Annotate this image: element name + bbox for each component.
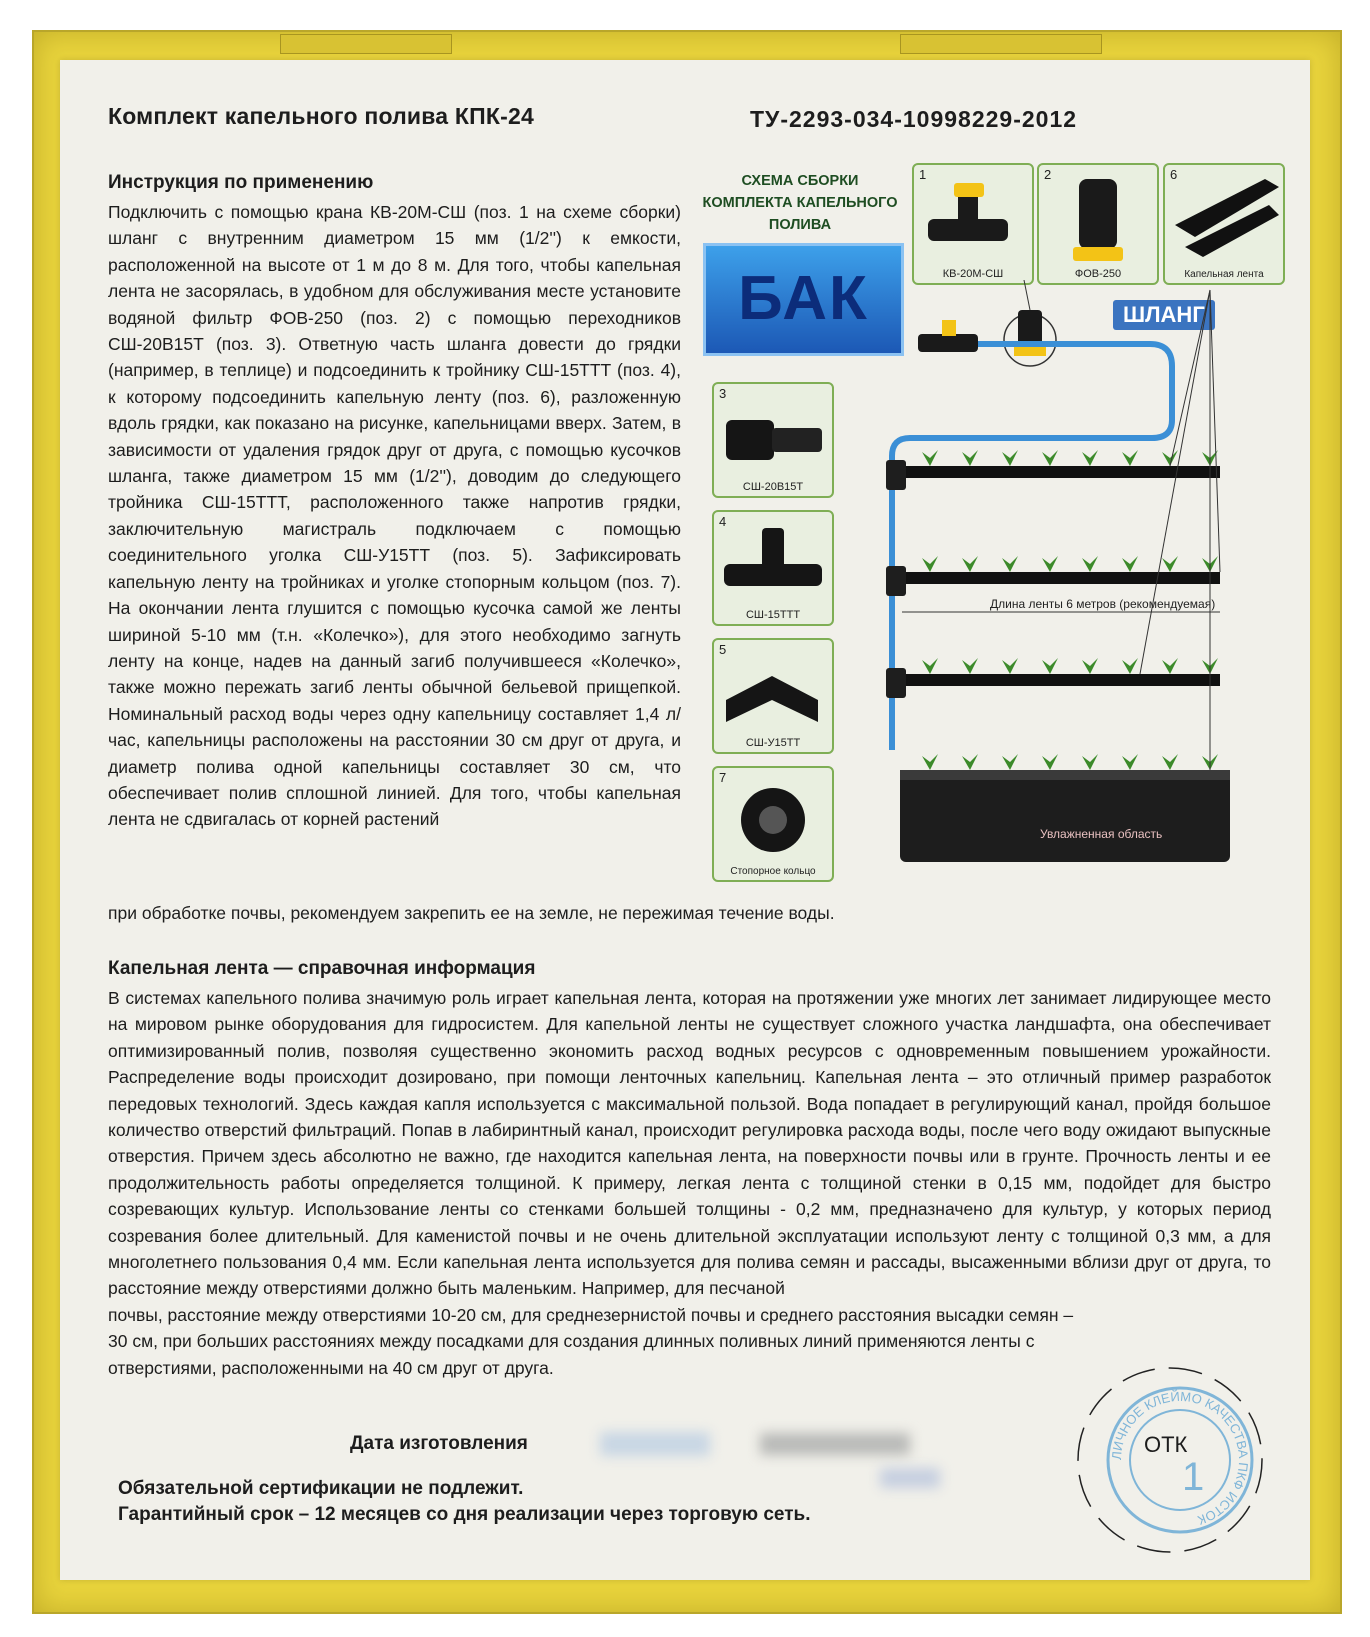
part-number: 4 <box>719 514 727 529</box>
box-flap <box>900 34 1102 54</box>
box-flap <box>280 34 452 54</box>
part-3 <box>712 382 834 498</box>
reference-body: В системах капельного полива значимую роль играет капельная лента, которая на протяжении уже многих лет занимает лидирующее место на мировом рынке оборудования для гидросистем. Для капельной ленты не существует сложного участка ландшафта, она обеспечивает оптимизированный полив, позволяя существенно экономить расход водных ресурсов с одновременным повышением урожайности. Распределение воды происходит дозировано, при помощи ленточных капельниц. Капельная лента – это отличный пример разработок передовых технологий. Здесь каждая капля используется с максимальной пользой. Вода попадает в регулирующий канал, пройдя большое количество отверстий фильтраций. Попав в лабиринтный канал, происходит регулировка расхода воды, после чего воду ожидают выпускные отверстия. Причем здесь абсолютно не важно, где находится капельная лента, на поверхности почвы или в грунте. Прочность ленты и ее продолжительность работы определяется толщиной. К примеру, легкая лента с толщиной стенки в 0,15 мм, подойдет для быстро созревающих культур. Использование ленты со стенками большей толщины - 0,2 мм, предназначено для культур, у которых период созревания более длительный. Для каменистой почвы и не очень длительной эксплуатации используют ленту с толщиной 0,3 мм, а для многолетнего пользования 0,4 мм. Если капельная лента используется для полива семян и рассады, высаженными вблизи друг от друга, то расстояние между отверстиями должно быть маленьким. Например, для песчаной <box>108 988 1271 1299</box>
elbow-icon <box>714 640 832 752</box>
part-label: ФОВ-250 <box>1074 268 1122 280</box>
valve-icon <box>914 165 1032 283</box>
part-number: 1 <box>919 167 927 182</box>
tape-length-label: Длина ленты 6 метров (рекомендуемая) <box>990 597 1216 611</box>
part-label: КВ-20М-СШ <box>942 268 1004 280</box>
instructions-body: Подключить с помощью крана КВ-20М-СШ (поз. 1 на схеме сборки) шланг с внутренним диаметром 15 мм (1/2'') к емкости, расположенной на высоте от 1 м до 8 м. Для того, чтобы капельная лента не засорялась, в удобном для обслуживания месте установите водяной фильтр ФОВ-250 (поз. 2) с помощью переходников СШ-20В15Т (поз. 3). Ответную часть шланга довести до грядки (например, в теплице) и подсоединить к тройнику СШ-15ТТТ (поз. 4), к которому подсоединить капельную ленту (поз. 6), разложенную вдоль грядки, как показано на рисунке, капельницами вверх. Затем, в зависимости от удаления грядок друг от друга, с помощью кусочков шланга, также диаметром 15 мм (1/2''), доводим до следующего тройника СШ-15ТТТ, расположенного также напротив грядки, заключительную магистраль подключаем с помощью соединительного уголка СШ-У15ТТ (поз. 5). Зафиксировать капельную ленту на тройниках и уголке стопорным кольцом (поз. 7). На окончании лента глушится с помощью кусочка самой же ленты шириной 5-10 мм (т.н. «Колечко»), для этого необходимо загнуть ленту на конце, надев на данный загиб получившееся «Колечко», также можно пережать загиб ленты обычной бельевой прищепкой. Номинальный расход воды через одну капельницу составляет 1,4 л/час, капельницы расположены на расстоянии 30 см друг от друга, и диаметр полива одной капельницы составляет 30 см, что обеспечивает полив сплошной линией. Для того, чтобы капельная лента не сдвигалась от корней растений <box>108 202 681 830</box>
wet-area-label: Увлажненная область <box>1040 827 1163 841</box>
tee-icon <box>714 512 832 624</box>
spec-number: ТУ-2293-034-10998229-2012 <box>750 106 1078 132</box>
part-label: СШ-15ТТТ <box>745 609 801 621</box>
part-number: 2 <box>1044 167 1052 182</box>
part-label: Капельная лента <box>1184 269 1264 280</box>
part-label: СШ-У15ТТ <box>745 737 801 749</box>
filter-icon <box>1039 165 1157 283</box>
qc-stamp <box>1060 1360 1280 1560</box>
certification-note: Обязательной сертификации не подлежит. <box>118 1478 524 1499</box>
drip-tape-icon <box>1165 165 1283 283</box>
part-7 <box>712 766 834 882</box>
part-number: 5 <box>719 642 727 657</box>
stamp-ring-text: ЛИЧНОЕ КЛЕЙМО КАЧЕСТВА ПКФ ИСТОК <box>1108 1388 1252 1528</box>
reference-heading: Капельная лента — справочная информация <box>108 958 536 979</box>
stamp-text: ОТК <box>1144 1432 1188 1457</box>
warranty-note: Гарантийный срок – 12 месяцев со дня реализации через торговую сеть. <box>118 1504 811 1525</box>
part-2 <box>1037 163 1159 285</box>
scheme-title: СХЕМА СБОРКИ КОМПЛЕКТА КАПЕЛЬНОГО ПОЛИВА <box>702 173 898 233</box>
instructions-body-tail: при обработке почвы, рекомендуем закрепить ее на земле, не пережимая течение воды. <box>108 903 835 923</box>
irrigation-diagram <box>880 280 1300 880</box>
redacted-date <box>600 1432 710 1456</box>
part-label: Стопорное кольцо <box>730 866 816 877</box>
part-number: 6 <box>1170 167 1178 182</box>
part-number: 3 <box>719 386 727 401</box>
part-4 <box>712 510 834 626</box>
adapter-icon <box>714 384 832 496</box>
part-5 <box>712 638 834 754</box>
instructions-heading: Инструкция по применению <box>108 172 374 193</box>
part-label: СШ-20В15Т <box>742 481 804 493</box>
redacted-mark <box>880 1468 940 1488</box>
ring-icon <box>714 768 832 880</box>
product-title: Комплект капельного полива КПК-24 <box>108 103 534 129</box>
part-1 <box>912 163 1034 285</box>
part-number: 7 <box>719 770 727 785</box>
part-6 <box>1163 163 1285 285</box>
redacted-batch <box>760 1433 910 1455</box>
manufacture-date-label: Дата изготовления <box>350 1433 528 1454</box>
hose-label: ШЛАНГ <box>1113 300 1215 330</box>
tank-label: БАК <box>703 243 904 356</box>
stamp-number: 1 <box>1182 1455 1205 1499</box>
reference-body-tail: почвы, расстояние между отверстиями 10-20 см, для среднезернистой почвы и среднего расстояния высадки семян – 30 см, при больших расстояниях между посадками для создания длинных поливных линий применяются ленты с отверстиями, расположенными на 40 см друг от друга. <box>108 1305 1074 1378</box>
